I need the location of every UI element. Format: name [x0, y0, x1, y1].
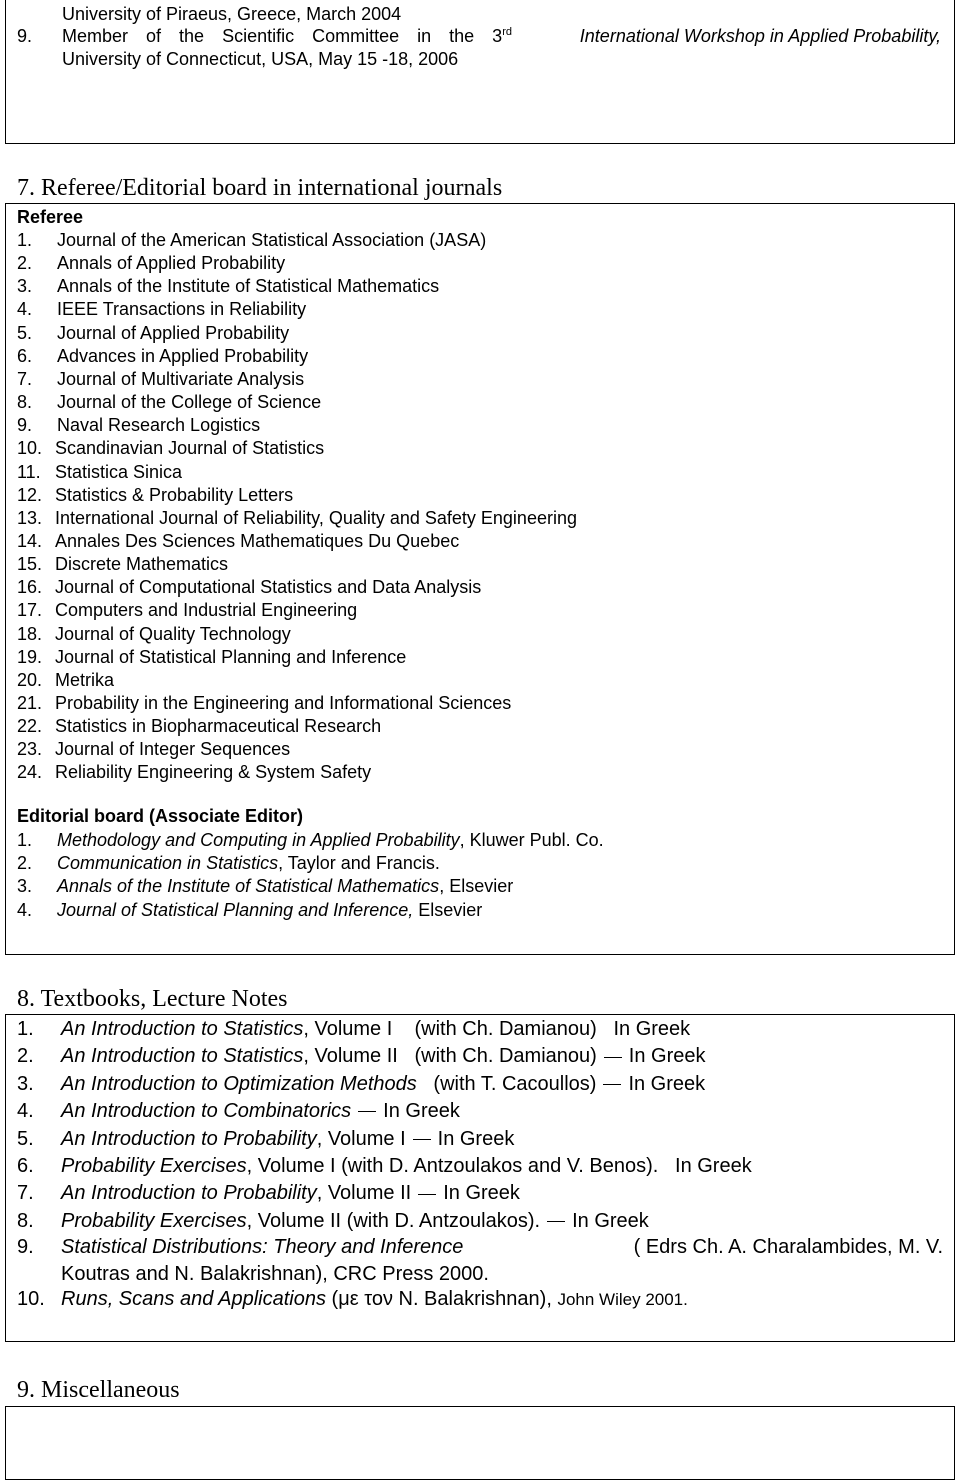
item9-word: the [449, 26, 475, 46]
editorial-journal-title: Journal of Statistical Planning and Inference, [57, 899, 414, 920]
referee-item: 20. Metrika [17, 669, 115, 690]
textbook-item-9-line2: Koutras and N. Balakrishnan), CRC Press 2000. [61, 1263, 489, 1285]
item9-word: Member [62, 26, 129, 46]
section-9-heading: 9. Miscellaneous [17, 1377, 180, 1403]
referee-journal-name: Journal of Computational Statistics and Data Analysis [55, 577, 482, 598]
textbook-title: An Introduction to Statistics [61, 1018, 304, 1040]
referee-journal-name: Reliability Engineering & System Safety [55, 762, 372, 783]
referee-item: 24. Reliability Engineering & System Safety [17, 762, 372, 783]
item9-word: of [146, 26, 162, 46]
textbook-title: An Introduction to Probability [61, 1127, 317, 1150]
item9-sup: rd [502, 26, 512, 38]
textbook-item-10: 10. Runs, Scans and Applications (με τον N. Balakrishnan), John Wiley 2001. [17, 1288, 688, 1310]
dash-separator [418, 1194, 436, 1195]
editorial-publisher: , Kluwer Publ. Co. [459, 830, 604, 850]
referee-item: 11. Statistica Sinica [17, 461, 183, 482]
referee-journal-name: Journal of the American Statistical Association (JASA) [57, 230, 487, 250]
dash-separator [358, 1111, 376, 1112]
textbook-detail: , Volume II (with Ch. Damianou) [303, 1045, 597, 1068]
referee-journal-name: Journal of Integer Sequences [55, 739, 291, 760]
referee-journal-name: Journal of Applied Probability [57, 322, 290, 343]
referee-journal-name: Annals of Applied Probability [57, 253, 286, 274]
textbook-language: In Greek [613, 1018, 691, 1040]
textbook-language: In Greek [628, 1045, 706, 1068]
section-7-heading: 7. Referee/Editorial board in international journals [17, 175, 503, 201]
referee-journal-name: Discrete Mathematics [55, 554, 229, 575]
textbook-language: In Greek [383, 1100, 460, 1123]
referee-journal-name: Annals of the Institute of Statistical Mathematics [57, 276, 440, 297]
textbook-title-9: Statistical Distributions: Theory and Inference [61, 1236, 464, 1258]
referee-item: 23. Journal of Integer Sequences [17, 739, 291, 760]
referee-item: 10. Scandinavian Journal of Statistics [17, 438, 325, 459]
textbook-item-9: 9. Statistical Distributions: Theory and Inference ( Edrs Ch. A. Charalambides, M. V. [17, 1236, 943, 1258]
textbook-item: 6. Probability Exercises, Volume I (with D. Antzoulakos and V. Benos). In Greek [17, 1155, 752, 1177]
item9-word: the [179, 26, 205, 46]
dash-separator [604, 1057, 622, 1058]
textbook-detail: , Volume II [316, 1182, 412, 1205]
textbook-item: 3. An Introduction to Optimization Methods (with T. Cacoullos) In Greek [17, 1072, 706, 1095]
referee-label: Referee [17, 207, 84, 227]
textbook-title: An Introduction to Optimization Methods [61, 1072, 417, 1095]
referee-item: 16. Journal of Computational Statistics and Data Analysis [17, 577, 482, 598]
item9-word: 3rd [492, 26, 512, 46]
editorial-publisher: Elsevier [413, 899, 483, 920]
textbook-rest-9: ( Edrs Ch. A. Charalambides, M. V. [633, 1236, 943, 1258]
textbook-item: 5. An Introduction to Probability, Volume I In Greek [17, 1127, 515, 1150]
textbook-detail: , Volume II (with D. Antzoulakos). [246, 1209, 541, 1232]
referee-journal-name: Statistics & Probability Letters [55, 484, 294, 505]
referee-journal-name: Statistics in Biopharmaceutical Research [55, 716, 382, 737]
textbook-language: In Greek [572, 1209, 649, 1232]
referee-item: 15. Discrete Mathematics [17, 554, 229, 575]
editorial-journal-title: Annals of the Institute of Statistical Mathematics [57, 876, 440, 897]
referee-journal-name: Journal of Quality Technology [55, 623, 291, 644]
referee-item: 12. Statistics & Probability Letters [17, 484, 294, 505]
referee-item: 9. Naval Research Logistics [17, 415, 261, 436]
textbook-title: An Introduction to Probability [61, 1182, 317, 1205]
dash-separator [413, 1139, 431, 1140]
textbook-language: In Greek [675, 1155, 752, 1177]
top-item-9-line2: University of Connecticut, USA, May 15 -18, 2006 [62, 49, 459, 69]
editorial-publisher: , Elsevier [439, 876, 514, 897]
textbook-detail: (with T. Cacoullos) [416, 1072, 597, 1095]
editorial-item: 1. Methodology and Computing in Applied Probability, Kluwer Publ. Co. [17, 830, 604, 850]
misc-box [5, 1406, 955, 1480]
editorial-item: 3. Annals of the Institute of Statistical Mathematics, Elsevier [17, 876, 514, 897]
top-line-1: University of Piraeus, Greece, March 2004 [62, 4, 402, 24]
textbook-item: 4. An Introduction to Combinatorics In Greek [17, 1100, 460, 1123]
textbook-title: Probability Exercises [61, 1209, 247, 1232]
editorial-label: Editorial board (Associate Editor) [17, 806, 304, 826]
dash-separator [547, 1221, 565, 1222]
editorial-item: 2. Communication in Statistics, Taylor and Francis. [17, 853, 440, 874]
textbook-title: An Introduction to Statistics [61, 1045, 304, 1068]
referee-item: 3. Annals of the Institute of Statistical Mathematics [17, 276, 440, 297]
editorial-publisher: , Taylor and Francis. [278, 853, 440, 874]
referee-journal-name: Journal of Statistical Planning and Inference [55, 646, 407, 667]
dash-separator [603, 1084, 621, 1085]
textbook-language: In Greek [443, 1182, 520, 1205]
referee-item: 22. Statistics in Biopharmaceutical Research [17, 716, 382, 737]
textbook-item: 1. An Introduction to Statistics, Volume I (with Ch. Damianou) In Greek [17, 1018, 691, 1040]
textbook-item: 2. An Introduction to Statistics, Volume II (with Ch. Damianou) In Greek [17, 1045, 706, 1068]
textbook-title: An Introduction to Combinatorics [61, 1100, 352, 1123]
item9-word: Scientific [222, 26, 295, 46]
referee-item: 6. Advances in Applied Probability [17, 345, 309, 366]
workshop-title: International Workshop in Applied Probability, [579, 26, 941, 46]
referee-item: 2. Annals of Applied Probability [17, 253, 286, 274]
textbook-item: 7. An Introduction to Probability, Volume II In Greek [17, 1182, 520, 1205]
top-item-9-num: 9. [17, 26, 33, 46]
referee-journal-name: Metrika [55, 669, 115, 690]
textbook-detail: , Volume I [316, 1127, 406, 1150]
referee-item: 18. Journal of Quality Technology [17, 623, 291, 644]
textbook-language: In Greek [437, 1127, 515, 1150]
referee-journal-name: Journal of Multivariate Analysis [57, 368, 305, 389]
textbook-detail: , Volume I (with D. Antzoulakos and V. Benos). [246, 1155, 659, 1177]
textbook-title-10: Runs, Scans and Applications [61, 1288, 326, 1310]
item9-word: Committee [312, 26, 400, 46]
referee-item: 13. International Journal of Reliability, Quality and Safety Engineering [17, 507, 577, 528]
textbook-detail: , Volume I (with Ch. Damianou) [303, 1018, 597, 1040]
referee-item: 7. Journal of Multivariate Analysis [17, 368, 305, 389]
section-8-heading: 8. Textbooks, Lecture Notes [17, 986, 288, 1012]
referee-item: 8. Journal of the College of Science [17, 392, 322, 413]
referee-journal-name: IEEE Transactions in Reliability [57, 299, 307, 320]
textbook-item: 8. Probability Exercises, Volume II (with D. Antzoulakos). In Greek [17, 1209, 649, 1232]
referee-journal-name: Naval Research Logistics [57, 415, 261, 436]
editorial-journal-title: Methodology and Computing in Applied Probability [57, 830, 460, 850]
referee-journal-name: International Journal of Reliability, Quality and Safety Engineering [55, 507, 577, 528]
textbook-language: In Greek [628, 1072, 706, 1095]
referee-journal-name: Journal of the College of Science [57, 392, 322, 413]
item9-word: in [417, 26, 432, 46]
referee-journal-name: Scandinavian Journal of Statistics [55, 438, 325, 459]
referee-item: 21. Probability in the Engineering and Informational Sciences [17, 693, 512, 713]
top-item-9-text [62, 26, 941, 47]
referee-item: 4. IEEE Transactions in Reliability [17, 299, 307, 320]
referee-journal-name: Annales Des Sciences Mathematiques Du Quebec [55, 530, 460, 551]
referee-item: 14. Annales Des Sciences Mathematiques Du Quebec [17, 530, 460, 551]
referee-item: 19. Journal of Statistical Planning and Inference [17, 646, 407, 667]
referee-item: 17. Computers and Industrial Engineering [17, 600, 358, 621]
referee-item: 1. Journal of the American Statistical Association (JASA) [17, 230, 487, 250]
editorial-item: 4. Journal of Statistical Planning and Inference, Elsevier [17, 899, 483, 920]
textbook-title: Probability Exercises [61, 1155, 247, 1177]
referee-journal-name: Advances in Applied Probability [57, 345, 309, 366]
referee-item: 5. Journal of Applied Probability [17, 322, 290, 343]
referee-journal-name: Statistica Sinica [55, 461, 183, 482]
editorial-journal-title: Communication in Statistics [57, 853, 279, 874]
referee-journal-name: Probability in the Engineering and Informational Sciences [55, 693, 512, 713]
referee-journal-name: Computers and Industrial Engineering [55, 600, 358, 621]
